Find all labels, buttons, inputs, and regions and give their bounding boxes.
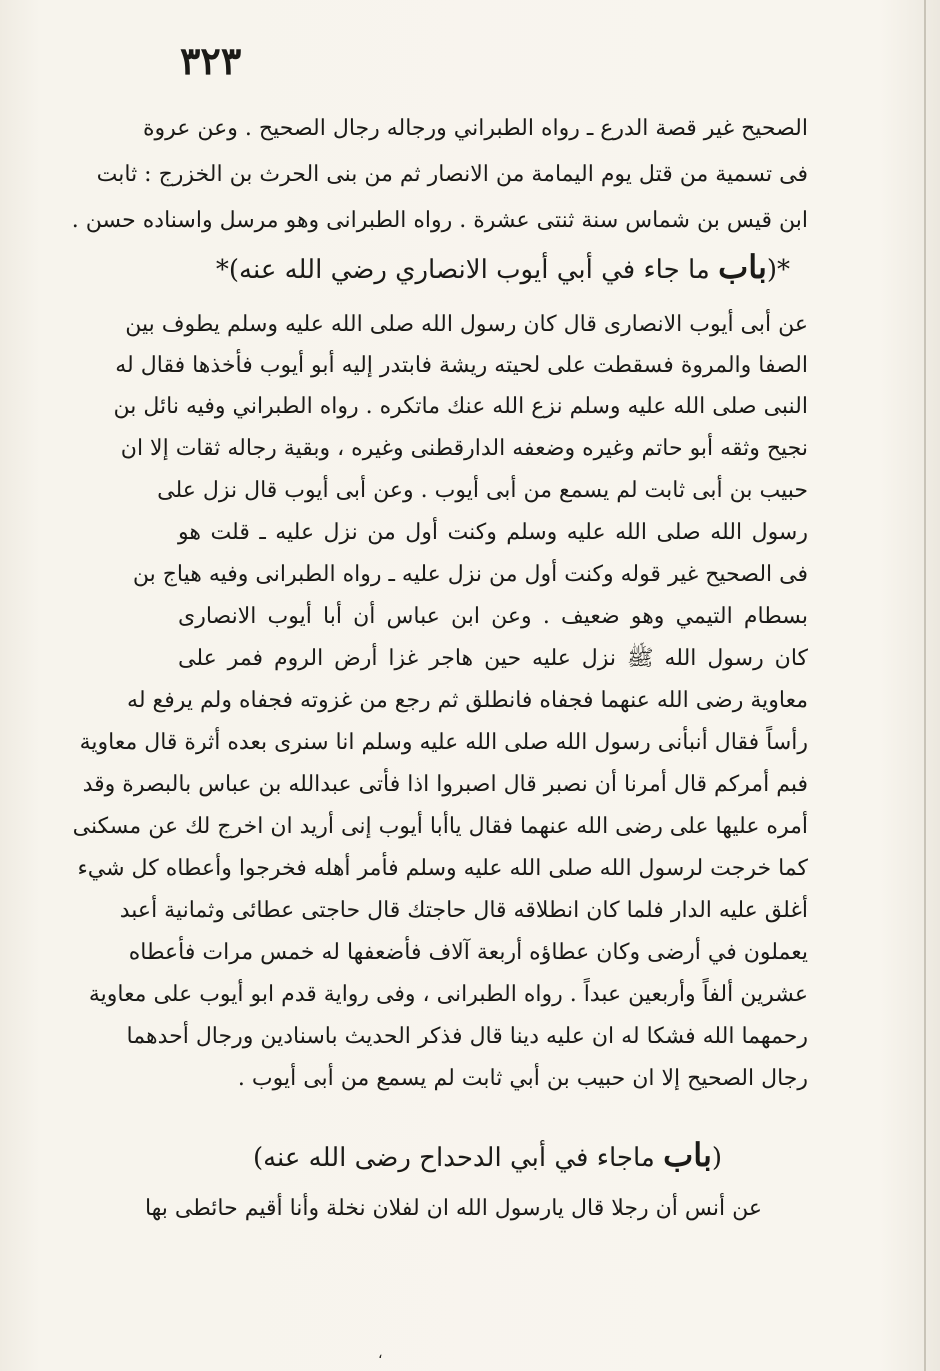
- text-line: النبى صلى الله عليه وسلم نزع الله عنك ماتكره . رواه الطبراني وفيه نائل بن: [113, 394, 808, 419]
- text-line: فى تسمية من قتل يوم اليمامة من الانصار ثم من بنى الحرث بن الخزرج : ثابت: [96, 162, 808, 187]
- text-line: رجال الصحيح إلا ان حبيب بن أبي ثابت لم يسمع من أبى أيوب .: [237, 1066, 808, 1091]
- text-line: بسطام التيمي وهو ضعيف . وعن ابن عباس أن أبا أيوب الانصارى: [178, 604, 808, 629]
- text-line: كما خرجت لرسول الله صلى الله عليه وسلم فأمر أهله فخرجوا وأعطاه كل شيء: [77, 856, 808, 881]
- text-line: يعملون في أرضى وكان عطاؤه أربعة آلاف فأضعفها له خمس مرات فأعطاه: [128, 940, 808, 965]
- text-line: الصفا والمروة فسقطت على لحيته ريشة فابتدر إليه أبو أيوب فأخذها فقال له: [115, 353, 808, 378]
- paragraph-1: [71, 106, 808, 246]
- text-line: الصحيح غير قصة الدرع ـ رواه الطبراني ورجاله رجال الصحيح . وعن عروة: [143, 116, 808, 141]
- footer-mark: ،: [378, 1346, 383, 1362]
- heading-title: ماجاء في أبي الدحداح رضى الله عنه: [263, 1143, 655, 1173]
- heading-title: ما جاء في أبي أيوب الانصاري رضي الله عنه: [239, 255, 710, 285]
- paragraph-3: [144, 1186, 762, 1234]
- text-line: كان رسول الله ﷺ نزل عليه حين هاجر غزا أرض الروم فمر على: [178, 646, 808, 671]
- paragraph-2: [72, 302, 808, 1122]
- text-line: أمره عليها على رضى الله عنهما فقال ياأبا أيوب إنى أريد ان اخرج لك عن مسكنى: [72, 814, 808, 839]
- text-line: عن أنس أن رجلا قال يارسول الله ان لفلان نخلة وأنا أقيم حائطى بها: [144, 1196, 762, 1221]
- heading-bab-word: باب: [663, 1136, 712, 1174]
- text-line: عشرين ألفاً وأربعين عبداً . رواه الطبرانى ، وفى رواية قدم ابو أيوب على معاوية: [88, 982, 808, 1007]
- text-line: ابن قيس بن شماس سنة ثنتى عشرة . رواه الطبرانى وهو مرسل واسناده حسن .: [71, 208, 808, 233]
- text-line: معاوية رضى الله عنهما فجفاه فانطلق ثم رجع من غزوته فجفاه ولم يرفع له: [127, 688, 808, 713]
- heading-close-bracket: ): [252, 1143, 264, 1173]
- text-line: حبيب بن أبى ثابت لم يسمع من أبى أيوب . وعن أبى أيوب قال نزل على: [157, 478, 808, 503]
- text-line: أغلق عليه الدار فلما كان انطلاقه قال حاجتك قال حاجتى عطائى وثمانية أعبد: [119, 898, 808, 923]
- text-line: رحمهما الله فشكا له ان عليه دينا قال فذكر الحديث باسنادين ورجال أحدهما: [126, 1024, 808, 1049]
- page-number: ٣٢٣: [180, 38, 242, 83]
- heading-bab-word: باب: [718, 248, 767, 286]
- section-heading-abu-ayyub: [215, 242, 790, 292]
- text-line: رأساً فقال أنبأنى رسول الله صلى الله عليه وسلم انا سنرى بعده أثرة قال معاوية: [79, 730, 808, 755]
- text-line: فى الصحيح غير قوله وكنت أول من نزل عليه ـ رواه الطبرانى وفيه هياج بن: [132, 562, 808, 587]
- text-line: نجيح وثقه أبو حاتم وغيره وضعفه الدارقطنى وغيره ، وبقية رجاله ثقات إلا ان: [120, 436, 808, 461]
- heading-open-bracket: *(: [766, 255, 790, 285]
- text-line: عن أبى أيوب الانصارى قال كان رسول الله صلى الله عليه وسلم يطوف بين: [125, 312, 808, 337]
- heading-close-bracket: )*: [215, 255, 240, 285]
- heading-open-bracket: (: [711, 1143, 722, 1173]
- page-binding-edge: [924, 0, 926, 1371]
- section-heading-abu-dahdah: [252, 1130, 722, 1180]
- text-line: رسول الله صلى الله عليه وسلم وكنت أول من نزل عليه ـ قلت هو: [178, 520, 808, 545]
- text-line: فبم أمركم قال أمرنا أن نصبر قال اصبروا اذا فأتى عبدالله بن عباس بالبصرة وقد: [82, 772, 808, 797]
